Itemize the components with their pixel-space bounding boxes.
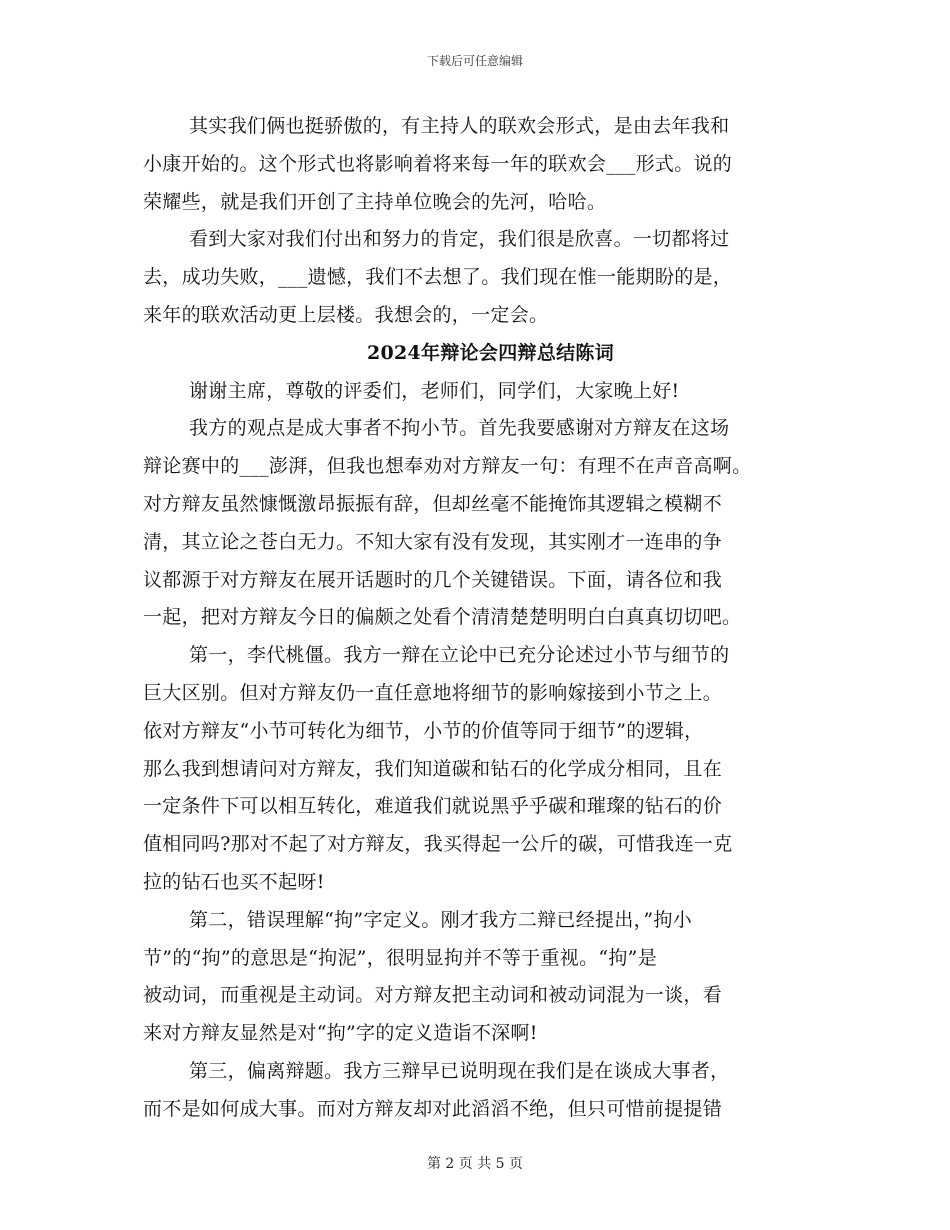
paragraph-line: 其实我们俩也挺骄傲的，有主持人的联欢会形式，是由去年我和 <box>189 115 730 137</box>
paragraph-line: 节”的“拘”的意思是“拘泥”，很明显拘并不等于重视。“拘”是 <box>143 946 657 969</box>
paragraph-line: 去，成功失败，___遗憾，我们不去想了。我们现在惟一能期盼的是， <box>143 266 733 289</box>
paragraph-line: 那么我到想请问对方辩友，我们知道碳和钻石的化学成分相同，且在 <box>143 757 723 780</box>
paragraph-line: 辩论赛中的___澎湃，但我也想奉劝对方辩友一句：有理不在声音高啊。 <box>143 455 752 478</box>
paragraph-line: 拉的钻石也买不起呀! <box>143 870 325 893</box>
paragraph-line: 被动词，而重视是主动词。对方辩友把主动词和被动词混为一谈，看 <box>143 984 723 1007</box>
paragraph-line: 一定条件下可以相互转化，难道我们就说黑乎乎碳和璀璨的钻石的价 <box>143 795 723 818</box>
header-note: 下载后可任意编辑 <box>426 54 523 68</box>
paragraph-line: 巨大区别。但对方辩友仍一直任意地将细节的影响嫁接到小节之上。 <box>143 681 723 704</box>
paragraph-line: 谢谢主席，尊敬的评委们，老师们，同学们，大家晚上好! <box>189 379 680 402</box>
paragraph-line: 小康开始的。这个形式也将影响着将来每一年的联欢会___形式。说的 <box>143 152 733 175</box>
section-title: 2024年辩论会四辩总结陈词 <box>366 341 615 364</box>
paragraph-line: 一起，把对方辩友今日的偏颇之处看个清清楚楚明明白白真真切切吧。 <box>143 606 742 629</box>
paragraph-line: 值相同吗?那对不起了对方辩友，我买得起一公斤的碳，可惜我连一克 <box>143 833 733 856</box>
document-body <box>143 108 808 1129</box>
paragraph-line: 议都源于对方辩友在展开话题时的几个关键错误。下面，请各位和我 <box>143 568 723 591</box>
paragraph-line: 对方辩友虽然慷慨激昂振振有辞，但却丝毫不能掩饰其逻辑之模糊不 <box>143 492 723 515</box>
page-number: 第 2 页 共 5 页 <box>426 1156 524 1172</box>
paragraph-line: 而不是如何成大事。而对方辩友却对此滔滔不绝，但只可惜前提提错 <box>143 1097 723 1120</box>
paragraph-line: 看到大家对我们付出和努力的肯定，我们很是欣喜。一切都将过 <box>189 228 730 251</box>
paragraph-line: 清，其立论之苍白无力。不知大家有没有发现，其实刚才一连串的争 <box>143 530 723 553</box>
paragraph-line: 来对方辩友显然是对“拘”字的定义造诣不深啊! <box>143 1022 538 1045</box>
paragraph-line: 第二，错误理解“拘”字定义。刚才我方二辩已经提出，”拘小 <box>189 908 693 931</box>
paragraph-line: 依对方辩友“小节可转化为细节，小节的价值等同于细节”的逻辑， <box>143 719 704 742</box>
paragraph-line: 荣耀些，就是我们开创了主持单位晚会的先河，哈哈。 <box>143 190 607 213</box>
paragraph-line: 第一，李代桃僵。我方一辩在立论中已充分论述过小节与细节的 <box>189 644 730 667</box>
paragraph-line: 来年的联欢活动更上层楼。我想会的，一定会。 <box>143 303 549 326</box>
paragraph-line: 第三，偏离辩题。我方三辩早已说明现在我们是在谈成大事者， <box>189 1059 730 1082</box>
paragraph-line: 我方的观点是成大事者不拘小节。首先我要感谢对方辩友在这场 <box>189 417 730 440</box>
